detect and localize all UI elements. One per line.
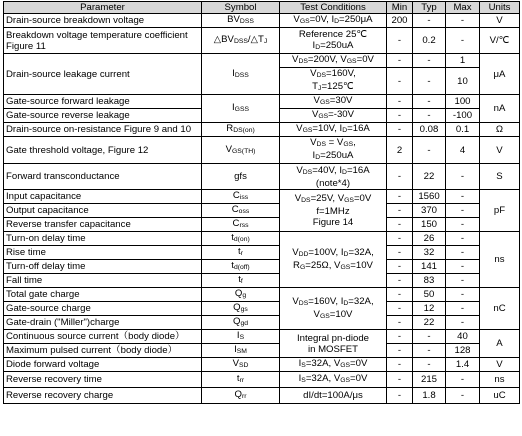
param-label: Fall time — [4, 274, 202, 288]
table-row — [4, 330, 520, 344]
param-label: Gate-drain ("Miller")charge — [4, 316, 202, 330]
condition-cell: IS=32A, VGS=0V — [280, 358, 387, 372]
symbol-cell: Qrr — [202, 388, 280, 404]
param-label: Gate threshold voltage, Figure 12 — [4, 137, 202, 164]
header-max: Max — [446, 2, 480, 14]
symbol-cell: td(off) — [202, 260, 280, 274]
param-label: Continuous source current（body diode） — [4, 330, 202, 344]
condition-cell: VDS=200V, VGS=0V — [280, 54, 387, 68]
header-min: Min — [387, 2, 413, 14]
typ-value: - — [413, 14, 446, 28]
min-value: - — [387, 109, 413, 123]
typ-value: 22 — [413, 164, 446, 190]
max-value: - — [446, 232, 480, 246]
min-value: - — [387, 274, 413, 288]
table-row — [4, 190, 520, 204]
unit-cell: ns — [480, 372, 520, 388]
symbol-cell: Qgs — [202, 302, 280, 316]
min-value: - — [387, 246, 413, 260]
param-label: Drain-source breakdown voltage — [4, 14, 202, 28]
param-label: Forward transconductance — [4, 164, 202, 190]
typ-value: - — [413, 109, 446, 123]
param-label: Total gate charge — [4, 288, 202, 302]
symbol-cell: RDS(on) — [202, 123, 280, 137]
header-units: Units — [480, 2, 520, 14]
condition-cell: VDS=25V, VGS=0V f=1MHz Figure 14 — [280, 190, 387, 232]
typ-value: - — [413, 344, 446, 358]
param-label: Diode forward voltage — [4, 358, 202, 372]
min-value: - — [387, 218, 413, 232]
typ-value: - — [413, 330, 446, 344]
typ-value: 141 — [413, 260, 446, 274]
typ-value: 50 — [413, 288, 446, 302]
table-row — [4, 28, 520, 54]
typ-value: 22 — [413, 316, 446, 330]
symbol-cell: VGS(TH) — [202, 137, 280, 164]
condition-cell: VGS=10V, ID=16A — [280, 123, 387, 137]
min-value: - — [387, 54, 413, 68]
unit-cell: S — [480, 164, 520, 190]
symbol-cell: td(on) — [202, 232, 280, 246]
typ-value: 150 — [413, 218, 446, 232]
typ-value: 370 — [413, 204, 446, 218]
table-row — [4, 274, 520, 288]
table-row — [4, 218, 520, 232]
header-test-conditions: Test Conditions — [280, 2, 387, 14]
max-value: 4 — [446, 137, 480, 164]
max-value: - — [446, 246, 480, 260]
max-value: - — [446, 388, 480, 404]
unit-cell: nC — [480, 288, 520, 330]
typ-value: 0.08 — [413, 123, 446, 137]
table-row — [4, 316, 520, 330]
max-value: 1 — [446, 54, 480, 68]
max-value: 100 — [446, 95, 480, 109]
unit-cell: Ω — [480, 123, 520, 137]
table-row — [4, 95, 520, 109]
typ-value: 1560 — [413, 190, 446, 204]
table-row — [4, 123, 520, 137]
min-value: - — [387, 68, 413, 95]
table-row — [4, 372, 520, 388]
table-row — [4, 358, 520, 372]
header-typ: Typ — [413, 2, 446, 14]
param-label: Gate-source forward leakage — [4, 95, 202, 109]
header-symbol: Symbol — [202, 2, 280, 14]
typ-value: - — [413, 95, 446, 109]
unit-cell: V — [480, 137, 520, 164]
param-label: Gate-source charge — [4, 302, 202, 316]
condition-cell: VDS=160V, ID=32A, VGS=10V — [280, 288, 387, 330]
param-label: Drain-source on-resistance Figure 9 and 10 — [4, 123, 202, 137]
electrical-characteristics-table — [3, 1, 520, 404]
min-value: - — [387, 372, 413, 388]
min-value: 2 — [387, 137, 413, 164]
table-row — [4, 204, 520, 218]
typ-value: - — [413, 137, 446, 164]
table-row — [4, 302, 520, 316]
typ-value: - — [413, 68, 446, 95]
symbol-cell: Qg — [202, 288, 280, 302]
param-label: Drain-source leakage current — [4, 54, 202, 95]
table-row — [4, 14, 520, 28]
max-value: - — [446, 302, 480, 316]
max-value: - — [446, 372, 480, 388]
min-value: - — [387, 388, 413, 404]
symbol-cell: Crss — [202, 218, 280, 232]
table-row — [4, 54, 520, 68]
typ-value: 0.2 — [413, 28, 446, 54]
typ-value: - — [413, 358, 446, 372]
min-value: - — [387, 358, 413, 372]
param-label: Input capacitance — [4, 190, 202, 204]
symbol-cell: IS — [202, 330, 280, 344]
max-value: - — [446, 260, 480, 274]
unit-cell: V/℃ — [480, 28, 520, 54]
typ-value: 32 — [413, 246, 446, 260]
min-value: - — [387, 302, 413, 316]
param-label: Reverse recovery time — [4, 372, 202, 388]
symbol-cell: trr — [202, 372, 280, 388]
condition-cell: IS=32A, VGS=0V — [280, 372, 387, 388]
min-value: - — [387, 260, 413, 274]
max-value: 1.4 — [446, 358, 480, 372]
condition-cell: VDS=40V, ID=16A (note*4) — [280, 164, 387, 190]
min-value: - — [387, 316, 413, 330]
table-row — [4, 288, 520, 302]
param-label: Reverse recovery charge — [4, 388, 202, 404]
param-label: Breakdown voltage temperature coefficient Figure 11 — [4, 28, 202, 54]
param-label: Turn-off delay time — [4, 260, 202, 274]
max-value: -100 — [446, 109, 480, 123]
symbol-cell: △BVDSS/△TJ — [202, 28, 280, 54]
condition-cell: VGS=-30V — [280, 109, 387, 123]
max-value: - — [446, 28, 480, 54]
symbol-cell: Coss — [202, 204, 280, 218]
param-label: Output capacitance — [4, 204, 202, 218]
condition-cell: Reference 25℃ ID=250uA — [280, 28, 387, 54]
symbol-cell: tr — [202, 246, 280, 260]
table-row — [4, 260, 520, 274]
symbol-cell: tf — [202, 274, 280, 288]
max-value: - — [446, 164, 480, 190]
min-value: - — [387, 204, 413, 218]
unit-cell: uC — [480, 388, 520, 404]
symbol-cell: VSD — [202, 358, 280, 372]
symbol-cell: Qgd — [202, 316, 280, 330]
typ-value: - — [413, 54, 446, 68]
min-value: 200 — [387, 14, 413, 28]
symbol-cell: Ciss — [202, 190, 280, 204]
min-value: - — [387, 344, 413, 358]
condition-cell: VGS=0V, ID=250μA — [280, 14, 387, 28]
max-value: - — [446, 204, 480, 218]
max-value: - — [446, 14, 480, 28]
table-row — [4, 232, 520, 246]
symbol-cell: IDSS — [202, 54, 280, 95]
max-value: 40 — [446, 330, 480, 344]
param-label: Rise time — [4, 246, 202, 260]
typ-value: 12 — [413, 302, 446, 316]
max-value: - — [446, 218, 480, 232]
symbol-cell: IGSS — [202, 95, 280, 123]
max-value: 10 — [446, 68, 480, 95]
unit-cell: pF — [480, 190, 520, 232]
unit-cell: μA — [480, 54, 520, 95]
typ-value: 215 — [413, 372, 446, 388]
typ-value: 83 — [413, 274, 446, 288]
max-value: - — [446, 274, 480, 288]
header-row — [4, 2, 520, 14]
max-value: 0.1 — [446, 123, 480, 137]
max-value: - — [446, 316, 480, 330]
param-label: Gate-source reverse leakage — [4, 109, 202, 123]
table-row — [4, 344, 520, 358]
condition-cell: VDD=100V, ID=32A, RG=25Ω, VGS=10V — [280, 232, 387, 288]
max-value: - — [446, 288, 480, 302]
condition-cell: Integral pn-diode in MOSFET — [280, 330, 387, 358]
unit-cell: V — [480, 358, 520, 372]
symbol-cell: ISM — [202, 344, 280, 358]
min-value: - — [387, 28, 413, 54]
min-value: - — [387, 288, 413, 302]
table-row — [4, 137, 520, 164]
min-value: - — [387, 232, 413, 246]
typ-value: 1.8 — [413, 388, 446, 404]
symbol-cell: gfs — [202, 164, 280, 190]
min-value: - — [387, 164, 413, 190]
condition-cell: VDS = VGS, ID=250uA — [280, 137, 387, 164]
condition-cell: dI/dt=100A/μs — [280, 388, 387, 404]
unit-cell: nA — [480, 95, 520, 123]
param-label: Turn-on delay time — [4, 232, 202, 246]
param-label: Maximum pulsed current（body diode） — [4, 344, 202, 358]
min-value: - — [387, 190, 413, 204]
condition-cell: VGS=30V — [280, 95, 387, 109]
header-parameter: Parameter — [4, 2, 202, 14]
table-row — [4, 164, 520, 190]
unit-cell: ns — [480, 232, 520, 288]
unit-cell: A — [480, 330, 520, 358]
symbol-cell: BVDSS — [202, 14, 280, 28]
unit-cell: V — [480, 14, 520, 28]
table-row — [4, 388, 520, 404]
min-value: - — [387, 123, 413, 137]
typ-value: 26 — [413, 232, 446, 246]
min-value: - — [387, 95, 413, 109]
max-value: 128 — [446, 344, 480, 358]
table-row — [4, 246, 520, 260]
max-value: - — [446, 190, 480, 204]
param-label: Reverse transfer capacitance — [4, 218, 202, 232]
condition-cell: VDS=160V, TJ=125℃ — [280, 68, 387, 95]
min-value: - — [387, 330, 413, 344]
